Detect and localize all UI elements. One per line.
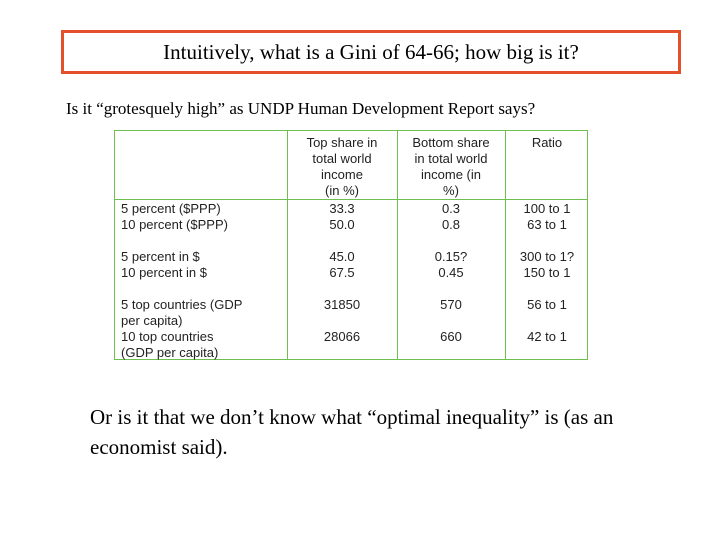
cell-bottom-share: 0.3 0.8 <box>441 201 461 232</box>
cell-top-share: 28066 <box>323 329 361 344</box>
cell-top-share: 45.0 67.5 <box>329 249 355 280</box>
cell-ratio: 56 to 1 <box>527 297 567 312</box>
cell-ratio: 300 to 1? 150 to 1 <box>519 249 575 280</box>
header-bottom-share: Bottom share in total world income (in %) <box>412 135 490 198</box>
conclusion-text: Or is it that we don’t know what “optimal inequality” is (as an economist said). <box>90 405 614 459</box>
row-label: 5 top countries (GDP per capita) <box>121 297 243 328</box>
header-top-share: Top share in total world income (in %) <box>306 135 378 198</box>
table-col-divider <box>505 131 506 359</box>
header-ratio: Ratio <box>531 135 563 150</box>
slide-title: Intuitively, what is a Gini of 64-66; how big is it? <box>163 39 579 64</box>
cell-ratio: 100 to 1 63 to 1 <box>523 201 571 232</box>
question-text: Is it “grotesquely high” as UNDP Human Development Report says? <box>66 99 536 118</box>
cell-bottom-share: 660 <box>440 329 462 344</box>
row-label: 10 top countries (GDP per capita) <box>121 329 219 360</box>
table-header-divider <box>115 199 587 200</box>
row-label: 5 percent in $ 10 percent in $ <box>121 249 208 280</box>
cell-top-share: 31850 <box>323 297 361 312</box>
cell-ratio: 42 to 1 <box>527 329 567 344</box>
row-label: 5 percent ($PPP) 10 percent ($PPP) <box>121 201 228 232</box>
title-box <box>61 30 681 74</box>
cell-top-share: 33.3 50.0 <box>329 201 355 232</box>
cell-bottom-share: 0.15? 0.45 <box>434 249 468 280</box>
inequality-table <box>114 130 588 360</box>
cell-bottom-share: 570 <box>440 297 462 312</box>
